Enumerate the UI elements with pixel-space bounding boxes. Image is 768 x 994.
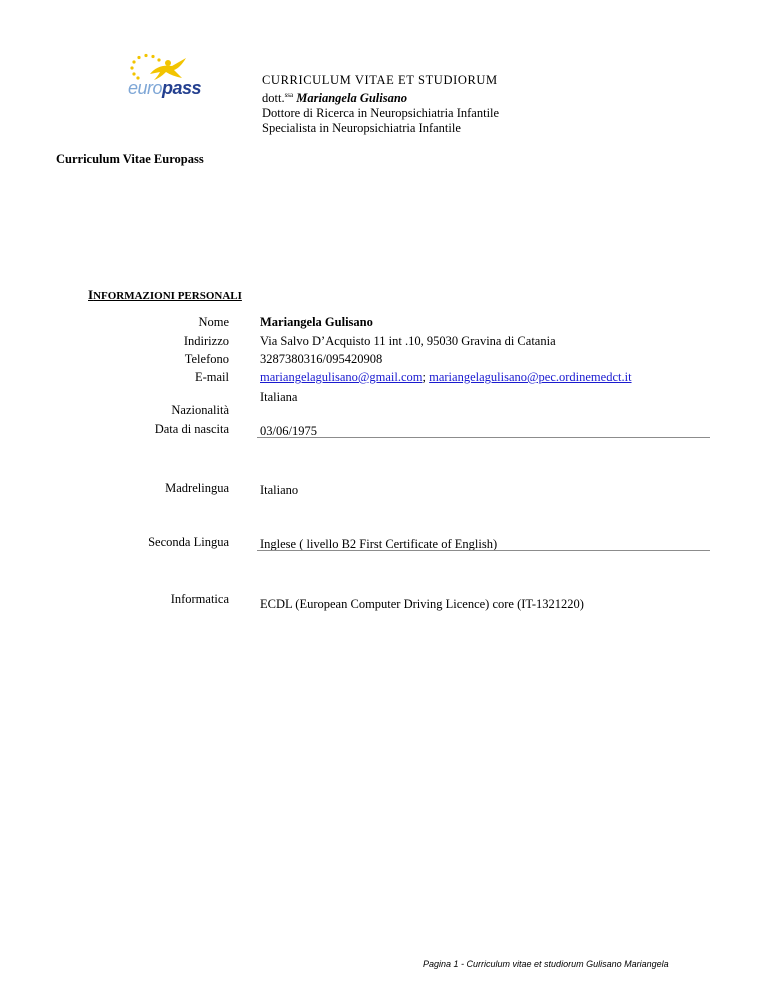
cv-header <box>262 73 499 136</box>
value-nome: Mariangela Gulisano <box>260 315 373 329</box>
value-informatica: ECDL (European Computer Driving Licence) core (IT-1321220) <box>260 597 584 611</box>
value-seconda-lingua: Inglese ( livello B2 First Certificate of English) <box>260 537 498 551</box>
divider-1 <box>257 437 710 438</box>
europass-logo <box>120 52 210 104</box>
cv-doctor-name: dott.$^{ssa}$ Mariangela Gulisano <box>262 91 408 105</box>
page-footer: Pagina 1 - Curriculum vitae et studiorum Gulisano Mariangela <box>423 959 669 969</box>
label-seconda-lingua: Seconda Lingua <box>148 535 229 549</box>
email-link-pec[interactable]: mariangelagulisano@pec.ordinemedct.it <box>429 370 632 384</box>
label-email: E-mail <box>194 370 229 384</box>
cv-title: CURRICULUM VITAE ET STUDIORUM <box>262 73 498 87</box>
value-telefono: 3287380316/095420908 <box>260 352 383 366</box>
email-link-gmail[interactable]: mariangelagulisano@gmail.com <box>260 370 423 384</box>
label-nome: Nome <box>198 315 229 329</box>
value-email: mariangelagulisano@gmail.com; mariangelagulisano@pec.ordinemedct.it <box>260 370 632 384</box>
section-title-personal-info: INFORMAZIONI PERSONALI <box>88 287 242 302</box>
label-indirizzo: Indirizzo <box>183 334 229 348</box>
label-madrelingua: Madrelingua <box>165 481 229 495</box>
divider-2 <box>257 550 710 551</box>
value-nazionalita: Italiana <box>260 390 298 404</box>
label-informatica: Informatica <box>170 592 229 606</box>
value-madrelingua: Italiano <box>260 483 299 497</box>
value-data-nascita: 03/06/1975 <box>260 424 317 438</box>
cv-qualification-1: Dottore di Ricerca in Neuropsichiatria Infantile <box>262 106 500 120</box>
cv-qualification-2: Specialista in Neuropsichiatria Infantile <box>262 121 461 135</box>
label-data-nascita: Data di nascita <box>154 422 229 436</box>
label-telefono: Telefono <box>184 352 229 366</box>
value-indirizzo: Via Salvo D’Acquisto 11 int .10, 95030 Gravina di Catania <box>260 334 556 348</box>
europass-logo-text: europass <box>128 78 202 98</box>
cv-europass-label: Curriculum Vitae Europass <box>56 152 204 166</box>
label-nazionalita: Nazionalità <box>171 403 229 417</box>
